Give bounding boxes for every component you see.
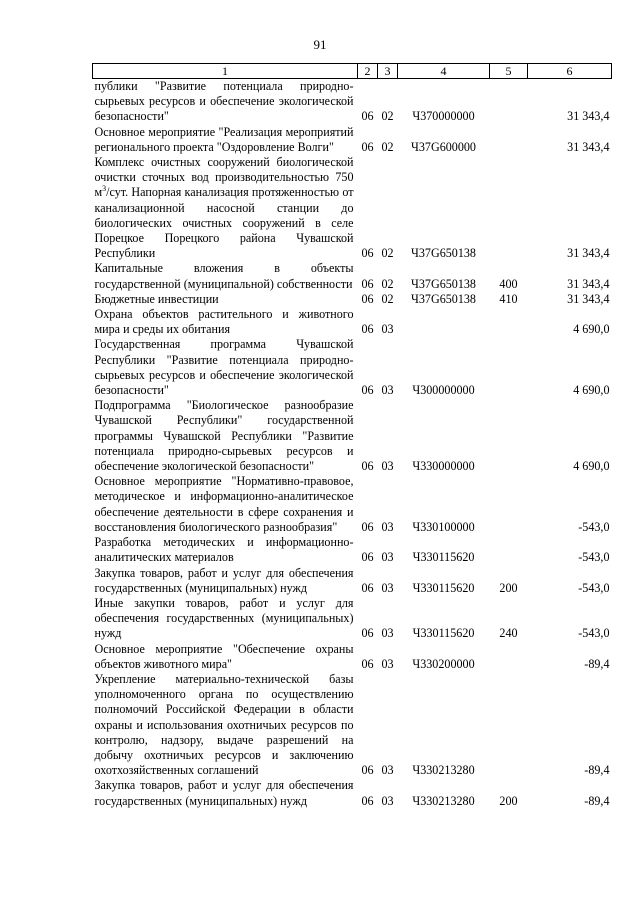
subsection-code: 02 [381,109,394,124]
section-code: 06 [361,322,374,337]
target-article-code: Ч330213280 [412,763,475,778]
section-code: 06 [361,246,374,261]
amount: -89,4 [584,763,610,778]
amount: 31 343,4 [567,246,610,261]
expense-type-code [490,535,528,565]
expense-type-code [490,337,528,398]
column-header: 4 [398,64,490,79]
row-description-text: Комплекс очистных сооружений биологической очистки сточных вод производительностью 750 м [94,155,354,200]
table-row [93,566,612,596]
expense-type-code [490,79,528,125]
target-article-code: Ч370000000 [412,109,475,124]
row-description: Подпрограмма "Биологическое разнообразие Чувашской Республики" государственной программы Чувашской Республики "Развитие потенциала природно-сырьевых ресурсов и обеспечение экологической безопасности" [94,398,354,474]
expense-type-code: 410 [499,291,518,306]
amount: -89,4 [584,656,610,671]
target-article-code: Ч330213280 [412,793,475,808]
expense-type-code [490,672,528,778]
section-code: 06 [361,109,374,124]
table-row [93,398,612,474]
target-article-code: Ч37G600000 [411,139,476,154]
table-row [93,337,612,398]
subsection-code: 03 [381,459,394,474]
expense-type-code: 240 [499,626,518,641]
expense-type-code: 400 [499,276,518,291]
amount: 4 690,0 [573,459,610,474]
table-row [93,535,612,565]
table-row [93,596,612,642]
subsection-code: 03 [381,656,394,671]
section-code: 06 [361,291,374,306]
target-article-code: Ч330115620 [412,626,475,641]
target-article-code: Ч37G650138 [411,276,476,291]
amount: 4 690,0 [573,383,610,398]
expense-type-code [490,474,528,535]
row-description [93,155,358,261]
target-article-code: Ч330115620 [412,580,475,595]
section-code: 06 [361,276,374,291]
row-description: Государственная программа Чувашской Республики "Развитие потенциала природно-сырьевых ресурсов и обеспечение экологической безопасности" [94,337,354,398]
column-header: 2 [358,64,378,79]
expense-type-code [490,155,528,261]
section-code: 06 [361,519,374,534]
subsection-code: 03 [381,550,394,565]
amount: -89,4 [584,793,610,808]
subsection-code: 03 [381,519,394,534]
amount: -543,0 [578,580,610,595]
target-article-code: Ч330115620 [412,550,475,565]
row-description-superscript: 3 [102,184,107,194]
row-description-text: /сут. Напорная канализация протяженностью от канализационной насосной станции до биологических очистных сооружений в селе Порецкое Порецкого района Чувашской Республики [94,185,354,261]
row-description: Закупка товаров, работ и услуг для обеспечения государственных (муниципальных) нужд [94,778,354,808]
row-description: Укрепление материально-технической базы уполномоченного органа по осуществлению полномочий Российской Федерации в области охраны и использования охотничьих ресурсов по контролю, надзору, выдаче разрешений на добычу охотничьих ресурсов и заключению охотхозяйственных соглашений [94,671,354,778]
column-header: 5 [490,64,528,79]
expense-type-code: 200 [499,580,518,595]
amount: 31 343,4 [567,109,610,124]
row-description: Основное мероприятие "Обеспечение охраны объектов животного мира" [94,641,354,671]
column-header: 3 [378,64,398,79]
section-code: 06 [361,656,374,671]
target-article-code: Ч37G650138 [411,291,476,306]
subsection-code: 03 [381,793,394,808]
amount: 31 343,4 [567,276,610,291]
amount: 31 343,4 [567,139,610,154]
subsection-code: 03 [381,763,394,778]
target-article-code: Ч300000000 [412,383,475,398]
table-header-row [93,64,612,79]
table-row [93,155,612,261]
amount: 4 690,0 [573,322,610,337]
row-description: Закупка товаров, работ и услуг для обеспечения государственных (муниципальных) нужд [94,565,354,595]
subsection-code: 02 [381,291,394,306]
budget-table [92,63,612,809]
expense-type-code [490,642,528,672]
section-code: 06 [361,763,374,778]
row-description: Иные закупки товаров, работ и услуг для обеспечения государственных (муниципальных) нужд [94,595,354,641]
table-row [93,642,612,672]
subsection-code: 03 [381,626,394,641]
row-description: Бюджетные инвестиции [94,291,219,306]
expense-type-code [490,398,528,474]
subsection-code: 03 [381,580,394,595]
expense-type-code: 200 [499,793,518,808]
subsection-code: 02 [381,276,394,291]
expense-type-code [490,125,528,155]
table-row [93,672,612,778]
table-row [93,292,612,307]
row-description: Разработка методических и информационно-аналитических материалов [94,535,354,565]
table-row [93,79,612,125]
section-code: 06 [361,580,374,595]
section-code: 06 [361,459,374,474]
target-article-code [398,307,490,337]
subsection-code: 02 [381,246,394,261]
target-article-code: Ч37G650138 [411,246,476,261]
table-row [93,125,612,155]
target-article-code: Ч330100000 [412,519,475,534]
amount: 31 343,4 [567,291,610,306]
column-header: 6 [528,64,612,79]
row-description: Основное мероприятие "Реализация мероприятий регионального проекта "Оздоровление Волги" [94,124,354,154]
row-description: Охрана объектов растительного и животного мира и среды их обитания [94,307,354,337]
amount: -543,0 [578,550,610,565]
subsection-code: 03 [381,322,394,337]
subsection-code: 02 [381,139,394,154]
page-number: 91 [313,37,327,52]
row-description: публики "Развитие потенциала природно-сырьевых ресурсов и обеспечение экологической безопасности" [94,79,354,124]
table-row [93,474,612,535]
row-description: Капитальные вложения в объекты государственной (муниципальной) собственности [94,261,354,291]
amount: -543,0 [578,519,610,534]
section-code: 06 [361,139,374,154]
table-row [93,778,612,808]
subsection-code: 03 [381,383,394,398]
table-row [93,307,612,337]
column-header: 1 [93,64,358,79]
table-body [93,79,612,809]
section-code: 06 [361,383,374,398]
amount: -543,0 [578,626,610,641]
row-description: Основное мероприятие "Нормативно-правовое, методическое и информационно-аналитическое обеспечение деятельности в сфере сохранения и восстановления биологического разнообразия" [94,474,354,534]
section-code: 06 [361,626,374,641]
section-code: 06 [361,550,374,565]
table-row [93,261,612,291]
target-article-code: Ч330200000 [412,656,475,671]
expense-type-code [490,307,528,337]
target-article-code: Ч330000000 [412,459,475,474]
section-code: 06 [361,793,374,808]
